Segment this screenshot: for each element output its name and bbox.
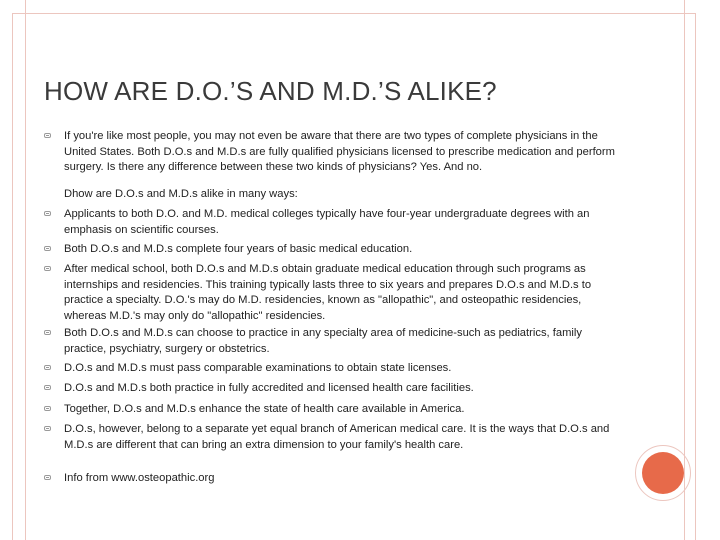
list-item-text: D.O.s and M.D.s both practice in fully accredited and licensed health care facilities. (64, 382, 474, 394)
list-item (44, 262, 624, 324)
list-item-text: Both D.O.s and M.D.s can choose to practice in any specialty area of medicine-such as pediatrics, family practice, psychiatry, surgery or obstetrics. (64, 327, 582, 355)
bullet-icon (44, 330, 51, 335)
list-item (44, 207, 624, 238)
bullet-icon (44, 211, 51, 216)
list-item-text: Applicants to both D.O. and M.D. medical colleges typically have four-year undergraduate degrees with an emphasis on scientific courses. (64, 208, 590, 236)
list-item-text: D.O.s, however, belong to a separate yet equal branch of American medical care. It is the ways that D.O.s and M.D.s are different that can bring an extra dimension to your family's health care. (64, 423, 610, 451)
bullet-icon (44, 133, 51, 138)
source-item (44, 471, 624, 487)
list-item (44, 242, 624, 258)
slide-title: HOW ARE D.O.’S AND M.D.’S ALIKE? (44, 76, 497, 106)
list-item-text: Both D.O.s and M.D.s complete four years of basic medical education. (64, 243, 413, 255)
bullet-icon (44, 426, 51, 431)
list-item (44, 361, 624, 377)
list-item (44, 402, 624, 418)
source-text: Info from www.osteopathic.org (64, 472, 215, 484)
bullet-icon (44, 406, 51, 411)
bullet-icon (44, 385, 51, 390)
subheading: Dhow are D.O.s and M.D.s alike in many ways: (64, 188, 298, 200)
intro-text: If you're like most people, you may not even be aware that there are two types of complete physicians in the United States. Both D.O.s and M.D.s are fully qualified physicians licensed to prescribe medication and perform surgery. Is there any difference between these two kinds of physicians? Yes. And no. (64, 130, 615, 173)
left-border-line (25, 0, 26, 540)
intro-item (44, 129, 624, 176)
list-item (44, 326, 624, 357)
list-item-text: D.O.s and M.D.s must pass comparable examinations to obtain state licenses. (64, 362, 452, 374)
list-item (44, 422, 624, 453)
bullet-icon (44, 266, 51, 271)
list-item-text: Together, D.O.s and M.D.s enhance the state of health care available in America. (64, 403, 465, 415)
accent-circle (642, 452, 684, 494)
list-item (44, 381, 624, 397)
list-item-text: After medical school, both D.O.s and M.D.s obtain graduate medical education through such programs as internships and residencies. This training typically lasts three to six years and prepares D.O.s and M.D.s to practice a specialty. D.O.'s may do M.D. residencies, known as "allopathic", and osteopathic residencies, whereas M.D.'s may only do "allopathic" residencies. (64, 263, 592, 322)
bullet-icon (44, 475, 51, 480)
bullet-icon (44, 246, 51, 251)
bullet-icon (44, 365, 51, 370)
